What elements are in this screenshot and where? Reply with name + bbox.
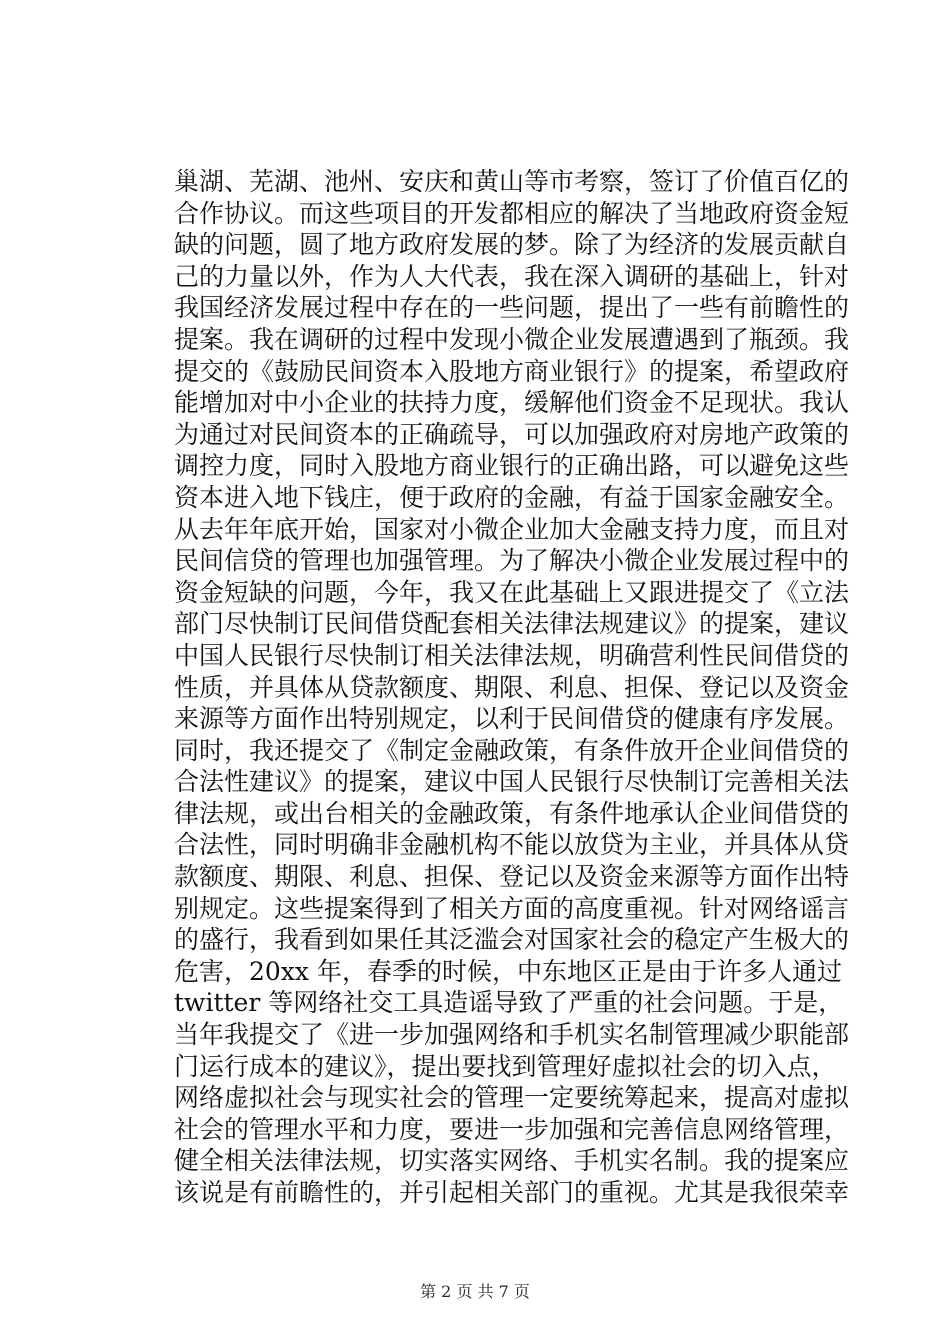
text-line: 缺的问题，圆了地方政府发展的梦。除了为经济的发展贡献自 bbox=[174, 230, 850, 260]
text-line: 该说是有前瞻性的，并引起相关部门的重视。尤其是我很荣幸 bbox=[174, 1178, 850, 1207]
text-line: 民间信贷的管理也加强管理。为了解决小微企业发展过程中的 bbox=[174, 546, 850, 576]
body-paragraph bbox=[174, 166, 850, 1209]
text-line: 同时，我还提交了《制定金融政策，有条件放开企业间借贷的 bbox=[174, 735, 850, 765]
text-line: 巢湖、芜湖、池州、安庆和黄山等市考察，签订了价值百亿的 bbox=[174, 167, 850, 196]
text-line: 款额度、期限、利息、担保、登记以及资金来源等方面作出特 bbox=[174, 862, 850, 892]
text-line: twitter 等网络社交工具造谣导致了严重的社会问题。于是， bbox=[174, 988, 844, 1018]
text-line: 能增加对中小企业的扶持力度，缓解他们资金不足现状。我认 bbox=[174, 388, 850, 418]
text-line: 律法规，或出台相关的金融政策，有条件地承认企业间借贷的 bbox=[174, 798, 850, 828]
text-line: 健全相关法律法规，切实落实网络、手机实名制。我的提案应 bbox=[174, 1146, 850, 1176]
text-line: 别规定。这些提案得到了相关方面的高度重视。针对网络谣言 bbox=[174, 893, 850, 923]
text-line: 当年我提交了《进一步加强网络和手机实名制管理减少职能部 bbox=[174, 1020, 850, 1050]
text-line: 己的力量以外，作为人大代表，我在深入调研的基础上，针对 bbox=[174, 261, 850, 291]
text-line: 来源等方面作出特别规定，以利于民间借贷的健康有序发展。 bbox=[174, 704, 850, 734]
text-line: 性质，并具体从贷款额度、期限、利息、担保、登记以及资金 bbox=[174, 672, 850, 702]
text-line: 合法性，同时明确非金融机构不能以放贷为主业，并具体从贷 bbox=[174, 830, 850, 860]
text-line: 社会的管理水平和力度，要进一步加强和完善信息网络管理， bbox=[174, 1114, 850, 1144]
text-line: 资本进入地下钱庄，便于政府的金融，有益于国家金融安全。 bbox=[174, 482, 850, 512]
text-line: 危害，20xx 年，春季的时候，中东地区正是由于许多人通过 bbox=[174, 956, 842, 986]
text-line: 的盛行，我看到如果任其泛滥会对国家社会的稳定产生极大的 bbox=[174, 925, 850, 955]
text-line: 中国人民银行尽快制订相关法律法规，明确营利性民间借贷的 bbox=[174, 640, 850, 670]
text-line: 从去年年底开始，国家对小微企业加大金融支持力度，而且对 bbox=[174, 514, 850, 544]
page-footer: 第 2 页 共 7 页 bbox=[420, 1282, 530, 1301]
text-line: 部门尽快制订民间借贷配套相关法律法规建议》的提案，建议 bbox=[174, 609, 850, 639]
text-line: 资金短缺的问题，今年，我又在此基础上又跟进提交了《立法 bbox=[174, 577, 850, 607]
text-line: 门运行成本的建议》，提出要找到管理好虚拟社会的切入点， bbox=[174, 1051, 837, 1081]
text-line: 为通过对民间资本的正确疏导，可以加强政府对房地产政策的 bbox=[174, 419, 850, 449]
text-line: 合作协议。而这些项目的开发都相应的解决了当地政府资金短 bbox=[174, 198, 850, 228]
text-line: 合法性建议》的提案，建议中国人民银行尽快制订完善相关法 bbox=[174, 767, 850, 797]
text-line: 调控力度，同时入股地方商业银行的正确出路，可以避免这些 bbox=[174, 451, 850, 481]
text-line: 提交的《鼓励民间资本入股地方商业银行》的提案，希望政府 bbox=[174, 356, 850, 386]
text-line: 网络虚拟社会与现实社会的管理一定要统筹起来，提高对虚拟 bbox=[174, 1083, 850, 1113]
text-line: 提案。我在调研的过程中发现小微企业发展遭遇到了瓶颈。我 bbox=[174, 324, 850, 354]
text-line: 我国经济发展过程中存在的一些问题，提出了一些有前瞻性的 bbox=[174, 293, 850, 323]
